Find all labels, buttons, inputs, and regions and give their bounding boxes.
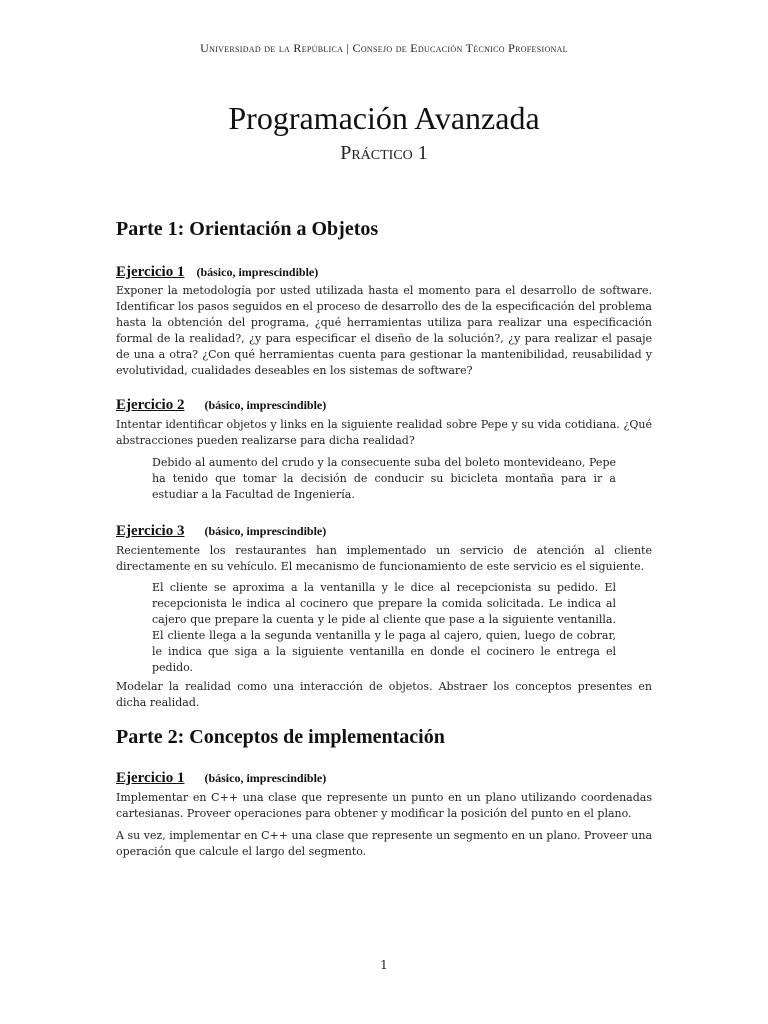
page-header: Universidad de la República | Consejo de Educación Técnico Profesional [200, 41, 568, 55]
exercise-tag: (básico, imprescindible) [204, 524, 327, 538]
exercise-tag: (básico, imprescindible) [196, 265, 319, 279]
exercise-name: Ejercicio 2 [116, 397, 185, 413]
exercise-text-p1-ex2: Intentar identificar objetos y links en la siguiente realidad sobre Pepe y su vida cotidiana. ¿Qué abstracciones pueden realizarse para dicha realidad? [116, 418, 652, 447]
exercise-text-p1-ex3: Recientemente los restaurantes han implementado un servicio de atención al cliente directamente en su vehículo. El mecanismo de funcionamiento de este servicio es el siguiente. [116, 544, 652, 573]
exercise-heading-p1-ex1 [116, 264, 318, 281]
section-title-part1: Parte 1: Orientación a Objetos [116, 218, 379, 240]
exercise-heading-p1-ex2 [116, 397, 326, 414]
exercise-heading-p1-ex3 [116, 523, 326, 540]
exercise-text2-p1-ex3: Modelar la realidad como una interacción de objetos. Abstraer los conceptos presentes en dicha realidad. [116, 680, 652, 709]
page-title: Programación Avanzada [228, 100, 540, 136]
page-number: 1 [380, 958, 388, 972]
page-subtitle: Práctico 1 [340, 142, 428, 164]
exercise-tag: (básico, imprescindible) [204, 771, 327, 785]
exercise-heading-p2-ex1 [116, 770, 326, 787]
exercise-quote-p1-ex3: El cliente se aproxima a la ventanilla y le dice al recepcionista su pedido. El recepcionista le indica al cocinero que prepare la comida solicitada. Le indica al cajero que prepare la cuenta y le pide al cliente que pase a la siguiente ventanilla. El cliente llega a la segunda ventanilla y le paga al cajero, quien, luego de cobrar, le indica que siga a la siguiente ventanilla en donde el cocinero le entrega el pedido. [152, 581, 616, 674]
exercise-tag: (básico, imprescindible) [204, 398, 327, 412]
exercise-text-p2-ex1: Implementar en C++ una clase que represente un punto en un plano utilizando coordenadas cartesianas. Proveer operaciones para obtener y modificar la posición del punto en el plano. [116, 791, 652, 820]
exercise-name: Ejercicio 1 [116, 770, 185, 786]
section-title-part2: Parte 2: Conceptos de implementación [116, 726, 445, 748]
exercise-name: Ejercicio 3 [116, 523, 185, 539]
exercise-text2-p2-ex1: A su vez, implementar en C++ una clase que represente un segmento en un plano. Proveer una operación que calcule el largo del segmento. [116, 829, 652, 858]
exercise-text-p1-ex1: Exponer la metodología por usted utilizada hasta el momento para el desarrollo de software. Identificar los pasos seguidos en el proceso de desarrollo des de la especificación del problema hasta la obtención del programa, ¿qué herramientas utiliza para realizar una especificación formal de la realidad?, ¿y para especificar el diseño de la solución?, ¿y para realizar el pasaje de una a otra? ¿Con qué herramientas cuenta para gestionar la mantenibilidad, reusabilidad y evolutividad, cualidades deseables en los sistemas de software? [116, 284, 652, 377]
exercise-name: Ejercicio 1 [116, 264, 185, 280]
exercise-quote-p1-ex2: Debido al aumento del crudo y la consecuente suba del boleto montevideano, Pepe ha tenido que tomar la decisión de conducir su bicicleta montaña para ir a estudiar a la Facultad de Ingeniería. [152, 456, 616, 501]
